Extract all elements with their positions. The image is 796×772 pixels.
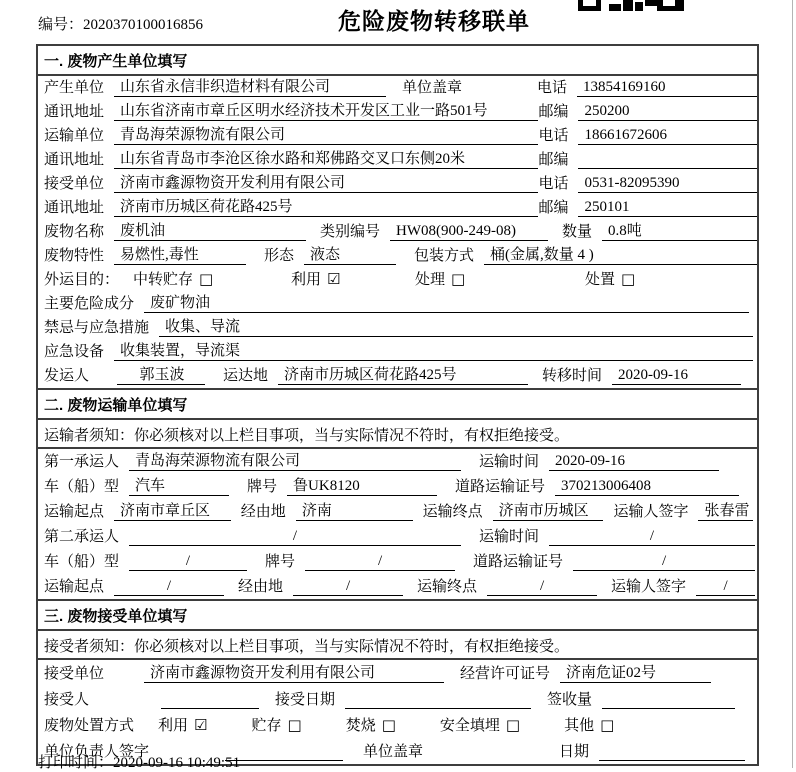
transporter-notice: 运输者须知：你必须核对以上栏目事项，当与实际情况不符时，有权拒绝接受。 (38, 420, 757, 449)
form-number-label: 编号： (38, 17, 84, 33)
hazardous-waste-transfer-form (36, 44, 759, 766)
section-transporter (38, 388, 757, 599)
row-receiving-unit (38, 660, 757, 686)
unit-seal-label: 单位盖章 (363, 744, 424, 760)
waste-quantity-value: 0.8吨 (602, 222, 757, 241)
field-label: 接受单位 (44, 176, 105, 192)
checkbox-unchecked-icon: □ (451, 270, 466, 288)
field-label: 经由地 (240, 504, 286, 520)
option-storage (251, 714, 301, 735)
route-end-value: 济南市历城区 (493, 502, 604, 521)
field-label: 主要危险成分 (44, 296, 135, 312)
option-treat (415, 268, 585, 289)
option-dispose (585, 268, 635, 289)
field-label: 邮编 (538, 104, 569, 120)
field-label: 牌号 (247, 479, 278, 495)
row-first-carrier (38, 449, 757, 474)
section2-header: 二. 废物运输单位填写 (38, 388, 757, 420)
waste-packaging-value: 桶(金属,数量 4 ) (484, 246, 757, 265)
transporter-zip-value (578, 168, 757, 169)
field-label: 第二承运人 (44, 529, 120, 545)
field-label: 运输终点 (417, 579, 478, 595)
option-label: 利用 (291, 272, 322, 288)
field-label: 经由地 (238, 579, 284, 595)
receiver-person-value (161, 708, 259, 709)
field-label: 牌号 (265, 554, 296, 570)
checkbox-unchecked-icon: □ (199, 270, 214, 288)
field-label: 运输起点 (44, 579, 105, 595)
responsible-signature-value (225, 760, 343, 761)
row-transfer-purpose (38, 268, 757, 292)
field-label: 接受人 (44, 692, 90, 708)
field-label: 运输人签字 (611, 579, 687, 595)
option-incinerate (346, 714, 396, 735)
row-vehicle-type-1 (38, 474, 757, 499)
field-label: 电话 (538, 128, 569, 144)
first-carrier-value: 青岛海荣源物流有限公司 (129, 452, 461, 471)
row-route-1 (38, 499, 757, 524)
field-label: 运输人签字 (613, 504, 689, 520)
field-label: 发运人 (44, 368, 90, 384)
plate-number2-value: / (305, 552, 455, 571)
checkbox-unchecked-icon: □ (287, 716, 302, 734)
option-utilize (291, 268, 415, 289)
row-receiver-person (38, 686, 757, 712)
row-second-carrier (38, 524, 757, 549)
option-other (564, 714, 614, 735)
receiving-unit-value: 济南市鑫源物资开发利用有限公司 (144, 664, 444, 683)
field-label: 运输时间 (479, 529, 540, 545)
checkbox-unchecked-icon: □ (600, 716, 615, 734)
field-label: 废物特性 (44, 248, 105, 264)
generator-phone-value: 13854169160 (577, 78, 757, 97)
field-label: 包装方式 (414, 248, 475, 264)
row-waste-traits (38, 244, 757, 268)
option-label: 处置 (585, 272, 616, 288)
option-label: 其他 (564, 718, 595, 734)
section-receiver (38, 599, 757, 764)
page-title: 危险废物转移联单 (338, 8, 530, 34)
row-emergency-measures (38, 316, 757, 340)
generator-zip-value: 250200 (578, 102, 757, 121)
field-label: 车（船）型 (44, 554, 120, 570)
checkbox-unchecked-icon: □ (505, 716, 521, 734)
field-label: 数量 (562, 224, 593, 240)
waste-traits-value: 易燃性,毒性 (114, 246, 246, 265)
second-transport-date-value: / (549, 527, 755, 546)
checkbox-unchecked-icon: □ (381, 716, 396, 734)
field-label: 第一承运人 (44, 454, 120, 470)
section1-header: 一. 废物产生单位填写 (38, 46, 757, 76)
road-permit-value: 370213006408 (555, 477, 739, 496)
row-generator-address (38, 100, 757, 124)
option-label: 利用 (158, 718, 189, 734)
received-quantity-value (602, 708, 735, 709)
field-label: 通讯地址 (44, 200, 105, 216)
route-via-value: 济南 (296, 502, 413, 521)
field-label: 应急设备 (44, 344, 105, 360)
page-edge-divider (792, 0, 793, 768)
row-transporter-address (38, 148, 757, 172)
field-label: 类别编号 (320, 224, 381, 240)
row-generator-unit (38, 76, 757, 100)
field-label: 接受单位 (44, 666, 105, 682)
section-generator (38, 46, 757, 388)
section3-header: 三. 废物接受单位填写 (38, 599, 757, 631)
print-time-label: 打印时间： (38, 755, 114, 771)
carrier-signature2-value: / (696, 577, 755, 596)
consignor-value: 郭玉波 (117, 366, 205, 385)
waste-name-value: 废机油 (114, 222, 306, 241)
row-route-2 (38, 574, 757, 599)
field-label: 外运目的： (44, 272, 120, 288)
row-vehicle-type-2 (38, 549, 757, 574)
generator-address-value: 山东省济南市章丘区明水经济技术开发区工业一路501号 (114, 102, 538, 121)
receiver-unit-value: 济南市鑫源物资开发利用有限公司 (114, 174, 538, 193)
row-receiver-address (38, 196, 757, 220)
emergency-equipment-value: 收集装置，导流渠 (114, 342, 753, 361)
field-label: 禁忌与应急措施 (44, 320, 150, 336)
field-label: 产生单位 (44, 80, 105, 96)
receiver-notice: 接受者须知：你必须核对以上栏目事项，当与实际情况不符时，有权拒绝接受。 (38, 631, 757, 660)
field-label: 邮编 (538, 152, 569, 168)
form-number (38, 13, 203, 34)
route-end2-value: / (487, 577, 597, 596)
field-label: 转移时间 (542, 368, 603, 384)
row-transporter-unit (38, 124, 757, 148)
option-label: 处理 (415, 272, 446, 288)
receiver-zip-value: 250101 (578, 198, 757, 217)
field-label: 废物名称 (44, 224, 105, 240)
field-label: 日期 (559, 744, 590, 760)
field-label: 运输单位 (44, 128, 105, 144)
row-receiver-unit (38, 172, 757, 196)
option-label: 贮存 (251, 718, 282, 734)
carrier-signature-value: 张春雷 (698, 502, 753, 521)
option-label: 安全填埋 (439, 718, 500, 734)
field-label: 电话 (538, 176, 569, 192)
option-label: 中转贮存 (133, 272, 194, 288)
qr-code-fragment (578, 0, 684, 11)
print-time-value: 2020-09-16 10:49:51 (113, 755, 241, 771)
road-permit2-value: / (573, 552, 755, 571)
emergency-measures-value: 收集、导流 (159, 318, 753, 337)
receiver-address-value: 济南市历城区荷花路425号 (114, 198, 538, 217)
field-label: 通讯地址 (44, 152, 105, 168)
transfer-date-value: 2020-09-16 (612, 366, 741, 385)
checkbox-unchecked-icon: □ (621, 270, 636, 288)
destination-value: 济南市历城区荷花路425号 (278, 366, 528, 385)
transporter-phone-value: 18661672606 (578, 126, 757, 145)
row-disposal-method (38, 712, 757, 738)
field-label: 签收量 (547, 692, 593, 708)
field-label: 运输时间 (479, 454, 540, 470)
field-label: 经营许可证号 (460, 666, 551, 682)
waste-code-value: HW08(900-249-08) (390, 222, 548, 241)
route-origin2-value: / (114, 577, 224, 596)
field-label: 接受日期 (275, 692, 336, 708)
row-waste-name (38, 220, 757, 244)
first-transport-date-value: 2020-09-16 (549, 452, 719, 471)
plate-number-value: 鲁UK8120 (287, 477, 437, 496)
field-label: 运输终点 (422, 504, 483, 520)
unit-seal-label: 单位盖章 (402, 80, 463, 96)
field-label: 废物处置方式 (44, 718, 135, 734)
second-carrier-value: / (129, 527, 461, 546)
field-label: 通讯地址 (44, 104, 105, 120)
receiver-phone-value: 0531-82095390 (578, 174, 757, 193)
form-number-value: 2020370100016856 (83, 17, 204, 33)
route-origin-value: 济南市章丘区 (114, 502, 231, 521)
route-via2-value: / (293, 577, 403, 596)
option-utilize (158, 714, 207, 735)
field-label: 车（船）型 (44, 479, 120, 495)
option-landfill (440, 714, 520, 735)
checkbox-checked-icon: ☑ (194, 716, 208, 734)
field-label: 运达地 (223, 368, 269, 384)
field-label: 道路运输证号 (473, 554, 564, 570)
field-label: 道路运输证号 (455, 479, 546, 495)
option-label: 焚烧 (345, 718, 376, 734)
field-label: 邮编 (538, 200, 569, 216)
option-transfer-storage (133, 268, 291, 289)
transporter-unit-value: 青岛海荣源物流有限公司 (114, 126, 538, 145)
transporter-address-value: 山东省青岛市李沧区徐水路和郑佛路交叉口东侧20米 (114, 150, 538, 169)
license-number-value: 济南危证02号 (560, 664, 711, 683)
checkbox-checked-icon: ☑ (327, 270, 341, 288)
row-hazard-component (38, 292, 757, 316)
waste-form-value: 液态 (304, 246, 396, 265)
field-label: 运输起点 (44, 504, 105, 520)
receive-date-value (345, 708, 531, 709)
row-emergency-equipment (38, 340, 757, 364)
hazard-component-value: 废矿物油 (144, 294, 749, 313)
vehicle-type-value: 汽车 (129, 477, 229, 496)
seal-date-value (599, 760, 745, 761)
vehicle-type2-value: / (129, 552, 247, 571)
row-consignor (38, 364, 757, 388)
field-label: 电话 (536, 80, 567, 96)
print-time (38, 751, 240, 772)
generator-unit-value: 山东省永信非织造材料有限公司 (114, 78, 386, 97)
field-label: 单位负责人签字 (44, 744, 150, 760)
field-label: 形态 (264, 248, 295, 264)
